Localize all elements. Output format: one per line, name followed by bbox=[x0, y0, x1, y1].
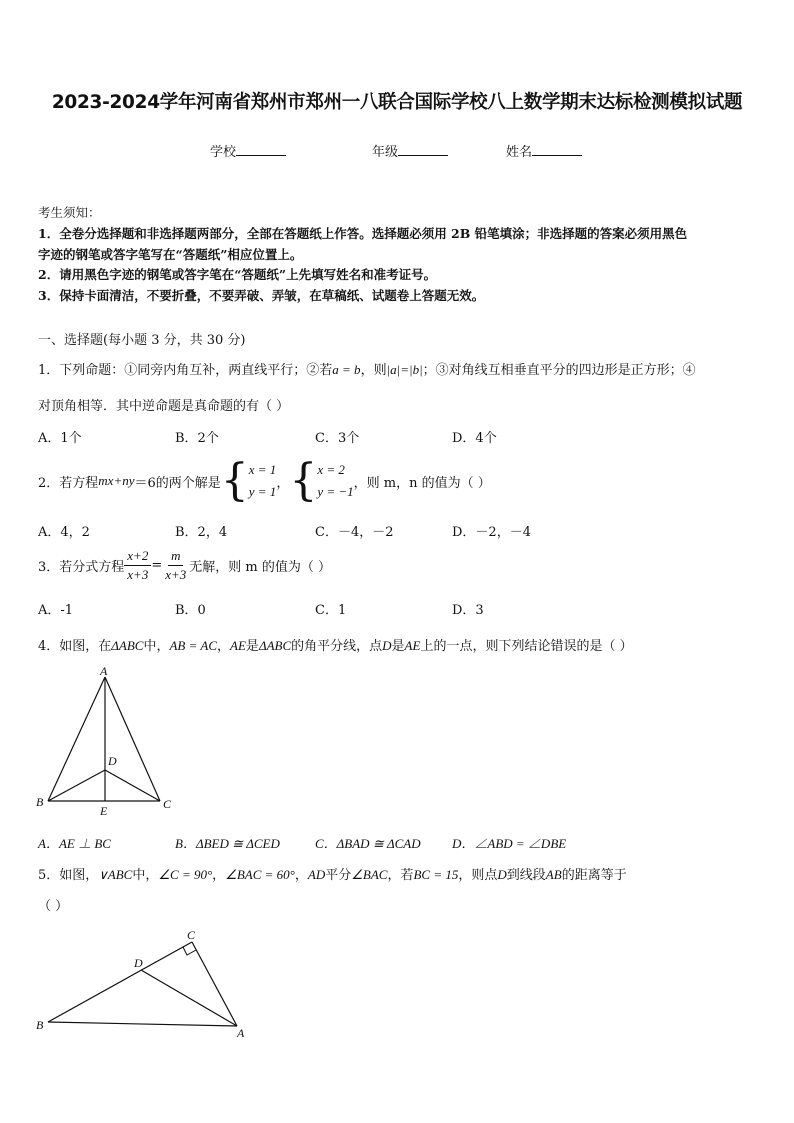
brace-icon: { bbox=[289, 455, 318, 506]
q4-figure bbox=[30, 662, 190, 820]
q2-system-2 bbox=[289, 455, 354, 506]
q5-t6: BC = 15 bbox=[413, 867, 459, 882]
q4-option-a[interactable]: A．AE ⊥ BC bbox=[38, 836, 111, 851]
q4-label-b: B bbox=[36, 795, 44, 809]
q1-option-c[interactable]: C．3个 bbox=[315, 431, 360, 446]
question-3 bbox=[38, 544, 331, 586]
q2-sys2-row1: x = 2 bbox=[317, 462, 345, 477]
q4-t2: AB = AC bbox=[169, 638, 218, 653]
right-angle-icon bbox=[183, 947, 196, 955]
q3-frac1-num: x+2 bbox=[124, 547, 151, 566]
q1-text-c: ；③对角线互相垂直平分的四边形是正方形；④ bbox=[422, 363, 696, 378]
q1-abs: |a|=|b| bbox=[386, 362, 423, 377]
grade-label: 年级 bbox=[372, 145, 399, 160]
q3-fraction-2 bbox=[162, 547, 189, 584]
q4-text-d: 是 bbox=[245, 639, 259, 654]
q5-t3: ∠BAC = 60° bbox=[225, 867, 295, 882]
q3-option-a[interactable]: A．-1 bbox=[38, 603, 74, 618]
q5-figure bbox=[30, 925, 260, 1040]
notice-item-2: 2．请用黑色字迹的钢笔或答字笔在“答题纸”上先填写姓名和准考证号。 bbox=[38, 267, 437, 282]
name-label: 姓名 bbox=[506, 145, 533, 160]
q2-sys1-row1: x = 1 bbox=[248, 462, 277, 477]
q5-edge-bc bbox=[48, 942, 192, 1022]
q2-sys2-row2: y = −1 bbox=[317, 484, 354, 499]
q3-frac1-den: x+3 bbox=[127, 566, 149, 582]
q4-text-f: 是 bbox=[391, 639, 405, 654]
q3-fraction-1 bbox=[124, 547, 151, 584]
q3-suffix: 无解，则 m 的值为（ ） bbox=[189, 559, 332, 575]
q5-label-c: C bbox=[187, 928, 196, 942]
school-field bbox=[210, 141, 286, 160]
question-4 bbox=[38, 635, 633, 654]
q5-text-b: 中， bbox=[132, 868, 159, 883]
q4-text-c: ， bbox=[217, 639, 231, 654]
q4-edge-ab bbox=[48, 677, 105, 801]
question-1-line-2: 对顶角相等．其中逆命题是真命题的有（ ） bbox=[38, 399, 290, 414]
q5-label-b: B bbox=[36, 1018, 44, 1032]
q1-ab: a = b bbox=[332, 362, 361, 377]
q4-t6: AE bbox=[404, 638, 421, 653]
q4-label-d: D bbox=[108, 754, 117, 768]
q2-option-d[interactable]: D．－2，－4 bbox=[452, 525, 531, 540]
q4-text-b: 中， bbox=[143, 639, 170, 654]
q3-frac2-num: m bbox=[168, 547, 183, 566]
q5-t7: D bbox=[497, 867, 507, 882]
q4-t5: D bbox=[382, 638, 392, 653]
q1-option-b[interactable]: B．2个 bbox=[175, 431, 219, 446]
q4-label-c: C bbox=[163, 797, 172, 811]
q1-text-a: 1．下列命题：①同旁内角互补，两直线平行；②若 bbox=[38, 363, 333, 378]
notice-item-1a: 1．全卷分选择题和非选择题两部分，全部在答题纸上作答。选择题必须用 2B 铅笔填涂；非选择题的答案必须用黑色 bbox=[38, 226, 688, 241]
section-heading: 一、选择题(每小题 3 分，共 30 分) bbox=[38, 333, 246, 348]
q4-text-e: 的角平分线，点 bbox=[291, 639, 383, 654]
q5-text-g: ，则点 bbox=[458, 868, 498, 883]
q4-option-d[interactable]: D．∠ABD = ∠DBE bbox=[452, 836, 567, 851]
q5-t2: ∠C = 90° bbox=[158, 867, 213, 882]
q5-text-d: ， bbox=[294, 868, 308, 883]
q5-t4: AD bbox=[307, 867, 326, 882]
brace-icon: { bbox=[220, 455, 249, 506]
q4-t3: AE bbox=[230, 638, 246, 653]
q2-option-a[interactable]: A．4，2 bbox=[38, 525, 90, 540]
q5-text-e: 平分 bbox=[325, 868, 352, 883]
q2-system-1 bbox=[220, 455, 277, 506]
grade-blank[interactable] bbox=[398, 143, 448, 156]
name-field bbox=[506, 141, 582, 160]
q3-option-b[interactable]: B．0 bbox=[175, 603, 206, 618]
q3-prefix: 3．若分式方程 bbox=[38, 559, 125, 575]
q4-text-a: 4．如图，在 bbox=[38, 639, 112, 654]
q5-t8: AB bbox=[545, 867, 562, 882]
q3-eq: = bbox=[151, 557, 163, 573]
q2-option-c[interactable]: C．－4，－2 bbox=[315, 525, 394, 540]
grade-field bbox=[372, 141, 448, 160]
q4-edge-cd bbox=[105, 770, 160, 801]
q4-t4: ΔABC bbox=[258, 638, 292, 653]
name-blank[interactable] bbox=[532, 143, 582, 156]
q4-t1: ΔABC bbox=[111, 638, 144, 653]
q5-text-i: 的距离等于 bbox=[561, 868, 627, 883]
q1-option-d[interactable]: D．4个 bbox=[452, 431, 497, 446]
question-5-line-2: （ ） bbox=[38, 899, 69, 914]
notice-item-3: 3．保持卡面清洁，不要折叠，不要弄破、弄皱，在草稿纸、试题卷上答题无效。 bbox=[38, 288, 485, 303]
q4-text-g: 上的一点，则下列结论错误的是（ ） bbox=[420, 639, 633, 654]
q5-edge-ba bbox=[48, 1022, 237, 1026]
q5-label-a: A bbox=[237, 1026, 245, 1040]
q1-option-a[interactable]: A．1个 bbox=[38, 431, 82, 446]
q4-label-e: E bbox=[100, 804, 108, 818]
q5-text-h: 到线段 bbox=[506, 868, 546, 883]
q1-text-b: ，则 bbox=[360, 363, 387, 378]
question-1-line-1 bbox=[38, 359, 696, 378]
question-2 bbox=[38, 456, 491, 506]
q3-frac2-den: x+3 bbox=[165, 566, 187, 582]
q2-sep: ， bbox=[276, 475, 290, 491]
q2-prefix: 2．若方程 bbox=[38, 475, 99, 491]
page-title: 2023-2024学年河南省郑州市郑州一八联合国际学校八上数学期末达标检测模拟试题 bbox=[51, 92, 743, 113]
notice-item-1b: 字迹的钢笔或答字笔写在“答题纸”相应位置上。 bbox=[38, 247, 303, 262]
notice-heading: 考生须知： bbox=[38, 205, 101, 220]
q5-text-a: 5．如图， bbox=[38, 868, 99, 883]
q3-option-d[interactable]: D．3 bbox=[452, 603, 484, 618]
q5-label-d: D bbox=[134, 956, 143, 970]
school-label: 学校 bbox=[210, 145, 237, 160]
q3-option-c[interactable]: C．1 bbox=[315, 603, 347, 618]
q4-option-b[interactable]: B．ΔBED ≅ ΔCED bbox=[175, 836, 280, 851]
q2-eq2: ＝6的两个解是 bbox=[134, 475, 221, 491]
q2-option-b[interactable]: B．2，4 bbox=[175, 525, 228, 540]
q2-eq: mx+ny bbox=[98, 473, 135, 488]
q5-t5: ∠BAC bbox=[351, 867, 388, 882]
q5-text-c: ， bbox=[212, 868, 226, 883]
q5-text-f: ，若 bbox=[387, 868, 414, 883]
q2-sys1-row2: y = 1 bbox=[248, 484, 277, 499]
school-blank[interactable] bbox=[236, 143, 286, 156]
question-5 bbox=[38, 864, 627, 883]
q4-edge-bd bbox=[48, 770, 105, 801]
q2-suffix: ，则 m，n 的值为（ ） bbox=[353, 475, 491, 491]
q4-edge-ac bbox=[105, 677, 160, 801]
q4-option-c[interactable]: C．ΔBAD ≅ ΔCAD bbox=[315, 836, 421, 851]
q4-label-a: A bbox=[100, 664, 108, 678]
q5-t1: ∨ABC bbox=[98, 867, 133, 882]
